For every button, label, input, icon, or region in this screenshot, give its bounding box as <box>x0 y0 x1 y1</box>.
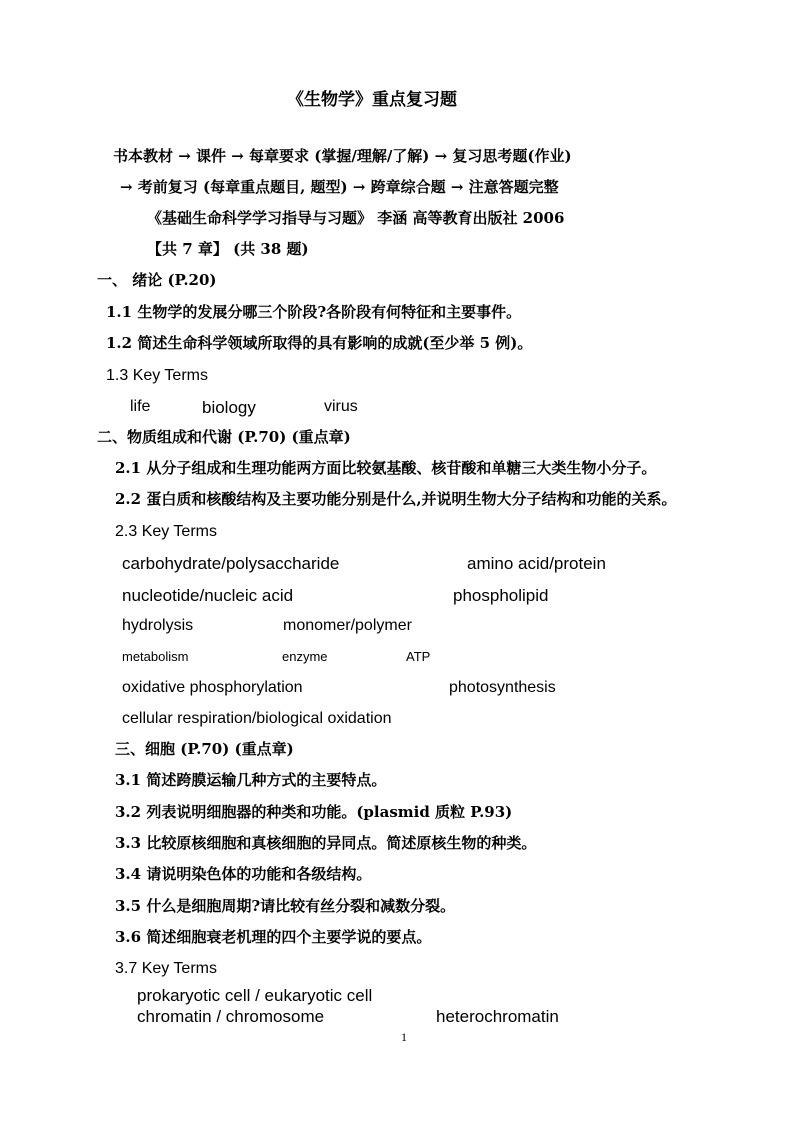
term-monomer: monomer/polymer <box>283 617 412 634</box>
key-terms-2-3-label: 2.3 Key Terms <box>115 523 217 540</box>
page-title: 《生物学》重点复习题 <box>287 90 457 110</box>
term-amino-acid: amino acid/protein <box>467 554 606 573</box>
question-2-1: 2.1 从分子组成和生理功能两方面比较氨基酸、核苷酸和单糖三大类生物小分子。 <box>115 459 657 477</box>
term-nucleotide: nucleotide/nucleic acid <box>122 586 294 605</box>
question-1-1: 1.1 生物学的发展分哪三个阶段?各阶段有何特征和主要事件。 <box>106 303 522 321</box>
question-3-5: 3.5 什么是细胞周期?请比较有丝分裂和减数分裂。 <box>115 897 456 915</box>
term-carbohydrate: carbohydrate/polysaccharide <box>122 554 340 573</box>
question-3-4: 3.4 请说明染色体的功能和各级结构。 <box>115 865 372 883</box>
term-cellular-respiration: cellular respiration/biological oxidation <box>122 710 392 727</box>
term-chromatin: chromatin / chromosome <box>137 1007 325 1026</box>
term-heterochromatin: heterochromatin <box>436 1007 559 1026</box>
term-phospholipid: phospholipid <box>453 586 549 605</box>
term-oxidative-phosphorylation: oxidative phosphorylation <box>122 679 303 696</box>
question-3-2: 3.2 列表说明细胞器的种类和功能。(plasmid 质粒 P.93) <box>115 803 513 821</box>
term-metabolism: metabolism <box>122 649 189 664</box>
term-virus: virus <box>324 398 358 415</box>
term-hydrolysis: hydrolysis <box>122 617 194 634</box>
term-enzyme: enzyme <box>282 649 328 664</box>
question-3-1: 3.1 简述跨膜运输几种方式的主要特点。 <box>115 771 387 789</box>
study-flow-line-2: → 考前复习 (每章重点题目, 题型) → 跨章综合题 → 注意答题完整 <box>120 178 559 196</box>
page-number: 1 <box>401 1030 407 1044</box>
chapter-summary: 【共 7 章】 (共 38 题) <box>147 240 309 258</box>
term-biology: biology <box>202 398 256 417</box>
question-3-3: 3.3 比较原核细胞和真核细胞的异同点。简述原核生物的种类。 <box>115 834 537 852</box>
key-terms-1-3-label: 1.3 Key Terms <box>106 367 208 384</box>
chapter-1-heading: 一、 绪论 (P.20) <box>97 271 217 289</box>
question-2-2: 2.2 蛋白质和核酸结构及主要功能分别是什么,并说明生物大分子结构和功能的关系。 <box>115 490 677 508</box>
term-atp: ATP <box>406 649 431 664</box>
chapter-3-heading: 三、细胞 (P.70) (重点章) <box>115 740 294 758</box>
question-1-2: 1.2 简述生命科学领域所取得的具有影响的成就(至少举 5 例)。 <box>106 334 533 352</box>
term-life: life <box>130 398 151 415</box>
chapter-2-heading: 二、物质组成和代谢 (P.70) (重点章) <box>97 428 351 446</box>
term-prokaryotic-cell: prokaryotic cell / eukaryotic cell <box>137 986 373 1005</box>
study-flow-line-1: 书本教材 → 课件 → 每章要求 (掌握/理解/了解) → 复习思考题(作业) <box>113 147 572 165</box>
key-terms-3-7-label: 3.7 Key Terms <box>115 960 217 977</box>
term-photosynthesis: photosynthesis <box>449 679 556 696</box>
reference-book: 《基础生命科学学习指导与习题》 李涵 高等教育出版社 2006 <box>147 209 565 227</box>
question-3-6: 3.6 简述细胞衰老机理的四个主要学说的要点。 <box>115 928 432 946</box>
